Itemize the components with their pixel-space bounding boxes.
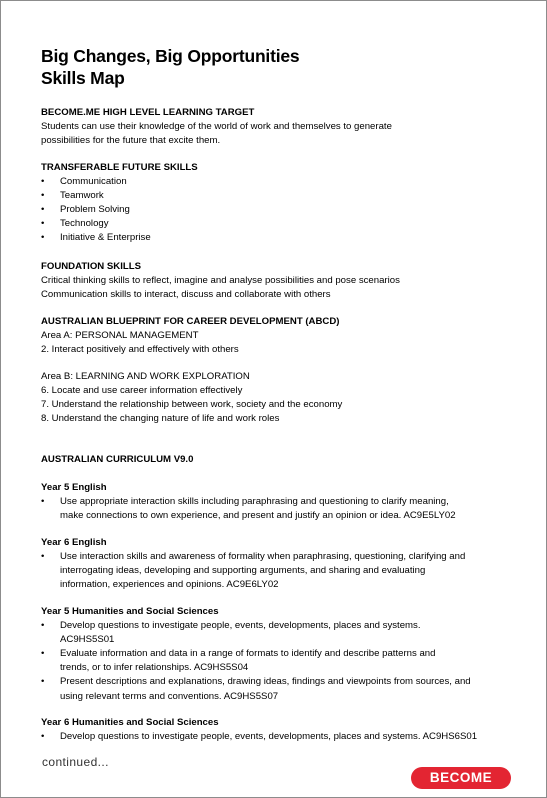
- list-item: [41, 619, 511, 647]
- list-item: • Problem Solving: [41, 203, 511, 217]
- year5-english-list: [41, 495, 511, 523]
- year5-hass-section: [41, 605, 511, 704]
- year6-english-list: [41, 550, 511, 592]
- learning-target-heading: BECOME.ME HIGH LEVEL LEARNING TARGET: [41, 107, 255, 118]
- list-item: [41, 730, 511, 744]
- list-item: [41, 495, 511, 523]
- item-line: using relevant terms and conventions. AC9HS5S07: [60, 690, 279, 702]
- transferable-skills-heading: TRANSFERABLE FUTURE SKILLS: [41, 162, 198, 173]
- title-line-2: Skills Map: [41, 68, 125, 88]
- title-line-1: Big Changes, Big Opportunities: [41, 46, 300, 66]
- item-line: interrogating ideas, developing and supporting arguments, and sharing and evaluating: [60, 565, 426, 577]
- item-line: • Use appropriate interaction skills including paraphrasing and questioning to clarify meaning,: [60, 496, 449, 508]
- abcd-heading: AUSTRALIAN BLUEPRINT FOR CAREER DEVELOPMENT (ABCD): [41, 316, 340, 327]
- transferable-skills-list: [41, 175, 511, 245]
- learning-target-section: [41, 106, 511, 148]
- item-line: AC9HS5S01: [60, 634, 115, 646]
- list-item: • Communication: [41, 175, 511, 189]
- foundation-line-1: Critical thinking skills to reflect, imagine and analyse possibilities and pose scenarios: [41, 275, 400, 287]
- abcd-area-a: Area A: PERSONAL MANAGEMENT: [41, 330, 199, 342]
- list-item: • Teamwork: [41, 189, 511, 203]
- page-title: [41, 45, 299, 89]
- learning-target-line-2: possibilities for the future that excite them.: [41, 135, 221, 147]
- become-logo: BECOME: [411, 767, 511, 789]
- year5-english-section: [41, 481, 511, 523]
- item-line: make connections to own experience, and present and justify an opinion or idea. AC9E5LY02: [60, 510, 456, 522]
- learning-target-line-1: Students can use their knowledge of the world of work and themselves to generate: [41, 121, 392, 133]
- year5-hass-heading: Year 5 Humanities and Social Sciences: [41, 606, 219, 617]
- list-item: • Initiative & Enterprise: [41, 231, 511, 245]
- abcd-area-b-item: 7. Understand the relationship between work, society and the economy: [41, 399, 343, 411]
- foundation-skills-section: [41, 260, 511, 302]
- year5-english-heading: Year 5 English: [41, 482, 107, 493]
- continued-note: continued...: [42, 755, 109, 769]
- abcd-area-b-section: [41, 370, 511, 426]
- item-line: information, experiences and opinions. AC9E6LY02: [60, 579, 279, 591]
- abcd-area-b-item: 8. Understand the changing nature of life and work roles: [41, 413, 280, 425]
- abcd-section: [41, 315, 511, 357]
- item-line: • Develop questions to investigate people, events, developments, places and systems. AC9HS6S01: [60, 731, 478, 743]
- list-item: [41, 675, 511, 703]
- year6-hass-list: [41, 730, 511, 744]
- abcd-area-a-item: 2. Interact positively and effectively with others: [41, 344, 239, 356]
- item-line: • Develop questions to investigate people, events, developments, places and systems.: [60, 620, 421, 632]
- foundation-skills-heading: FOUNDATION SKILLS: [41, 261, 142, 272]
- year6-english-section: [41, 536, 511, 592]
- item-line: • Evaluate information and data in a range of formats to identify and describe patterns and: [60, 648, 436, 660]
- list-item: • Technology: [41, 217, 511, 231]
- foundation-line-2: Communication skills to interact, discuss and collaborate with others: [41, 289, 331, 301]
- year5-hass-list: [41, 619, 511, 704]
- curriculum-heading: AUSTRALIAN CURRICULUM V9.0: [41, 454, 194, 465]
- curriculum-section: [41, 453, 511, 467]
- abcd-area-b: Area B: LEARNING AND WORK EXPLORATION: [41, 371, 250, 382]
- year6-hass-section: [41, 716, 511, 744]
- item-line: • Use interaction skills and awareness of formality when paraphrasing, questioning, clarifying and: [60, 551, 466, 563]
- abcd-area-b-item: 6. Locate and use career information effectively: [41, 385, 243, 397]
- list-item: [41, 647, 511, 675]
- year6-english-heading: Year 6 English: [41, 537, 107, 548]
- item-line: • Present descriptions and explanations, drawing ideas, findings and viewpoints from sources, and: [60, 676, 471, 688]
- item-line: trends, or to infer relationships. AC9HS5S04: [60, 662, 249, 674]
- transferable-skills-section: [41, 161, 511, 246]
- list-item: [41, 550, 511, 592]
- year6-hass-heading: Year 6 Humanities and Social Sciences: [41, 717, 219, 728]
